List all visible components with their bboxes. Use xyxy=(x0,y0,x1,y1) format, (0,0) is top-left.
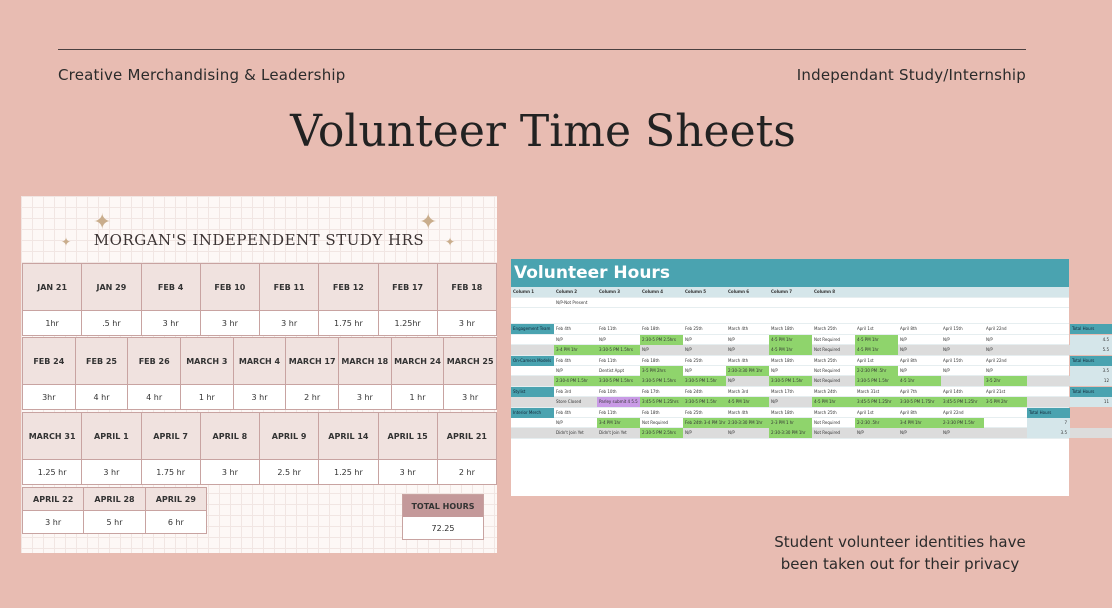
table-row xyxy=(511,408,1069,418)
table-cell xyxy=(597,298,640,308)
column-header xyxy=(941,287,984,297)
date-cell: MARCH 18 xyxy=(339,338,391,384)
hours-cell: 6 hr xyxy=(146,511,206,533)
table-cell xyxy=(941,308,984,323)
table-cell: 2:30-4 PM 1.5hr xyxy=(554,376,597,386)
table-cell: Feb 24th xyxy=(685,388,703,394)
table-cell: 4-5 PM 1hr xyxy=(855,335,898,345)
table-cell xyxy=(1027,397,1070,407)
header-rule xyxy=(58,49,1026,50)
table-cell: 2-2:30 .5hr xyxy=(855,418,898,428)
table-cell xyxy=(812,308,855,323)
table-cell: April 22nd xyxy=(943,409,964,415)
table-cell: Feb 25th xyxy=(685,409,703,415)
hours-cell: 2 hr xyxy=(438,460,496,484)
date-cell: FEB 18 xyxy=(438,264,496,310)
table-cell: 3.5 xyxy=(1027,428,1070,438)
total-hours-box xyxy=(402,494,484,540)
hours-cell: .5 hr xyxy=(82,311,140,335)
table-cell: Interior Merch xyxy=(511,408,554,418)
column-header: Column 6 xyxy=(728,289,750,294)
table-cell: March 4th xyxy=(728,357,749,363)
table-cell xyxy=(855,298,898,308)
privacy-note-line: been taken out for their privacy xyxy=(780,555,1020,573)
table-cell: 3.5 xyxy=(1070,366,1112,376)
table-cell xyxy=(984,308,1027,323)
table-row xyxy=(511,335,1109,345)
table-cell: 3:30-5 PM 1.5hr xyxy=(769,376,812,386)
course-type: Independant Study/Internship xyxy=(796,66,1026,84)
table-cell: Not Required xyxy=(814,336,841,342)
table-cell: 3-4 PM 1hr xyxy=(597,418,640,428)
table-cell: 4-5 PM 1hr xyxy=(769,345,812,355)
table-cell: Parley submit 4 5.5 xyxy=(597,397,640,407)
table-cell xyxy=(1027,308,1070,323)
table-cell xyxy=(726,308,769,323)
table-cell: April 8th xyxy=(900,326,918,332)
hours-cell: 3 hr xyxy=(201,460,259,484)
date-cell: FEB 4 xyxy=(142,264,200,310)
table-cell: N/P xyxy=(599,336,606,342)
column-header xyxy=(984,287,1027,297)
table-cell: 3-5 PM 2hrs xyxy=(640,366,683,376)
table-cell: 3:30-5 PM 1.5hr xyxy=(683,397,726,407)
table-cell: April 22nd xyxy=(986,326,1007,332)
table-cell: N/P xyxy=(900,367,907,373)
hours-cell: 1.25hr xyxy=(379,311,437,335)
table-cell: March 25th xyxy=(814,357,837,363)
table-cell: 3:45-5 PM 1.25hrs xyxy=(640,397,683,407)
table-cell: March 18th xyxy=(771,326,794,332)
sparkle-icon: ✦ xyxy=(93,210,112,235)
table-cell: N/P xyxy=(898,345,941,355)
table-cell: 2-3:30 PM 1.5hr xyxy=(941,418,984,428)
table-cell: Feb 11th xyxy=(599,409,617,415)
table-cell: Feb 11th xyxy=(599,326,617,332)
table-cell xyxy=(683,298,726,308)
morgan-sheet-title: MORGAN'S INDEPENDENT STUDY HRS xyxy=(93,231,425,249)
table-cell: 7 xyxy=(1027,418,1070,428)
table-cell: N/P xyxy=(771,367,778,373)
hours-cell: 1.75 hr xyxy=(319,311,377,335)
table-cell xyxy=(984,408,1027,418)
schedule-row xyxy=(22,337,497,410)
table-cell: 3-5 PM 2hr xyxy=(984,397,1027,407)
table-cell xyxy=(726,298,769,308)
table-cell: Engagement Team xyxy=(511,324,554,334)
table-cell: Not Required xyxy=(812,345,855,355)
date-cell: FEB 25 xyxy=(76,338,128,384)
table-cell: Not Required xyxy=(814,419,841,425)
table-cell: 4-5 PM 1hr xyxy=(769,335,812,345)
table-cell: 2:30-3:30 PM 1hr xyxy=(726,418,769,428)
table-cell xyxy=(640,298,683,308)
table-cell xyxy=(1027,324,1070,334)
table-cell: 2:30-3:30 PM 1hr xyxy=(726,366,769,376)
table-cell: Feb 3rd xyxy=(556,388,572,394)
table-cell: Stylist xyxy=(511,387,554,397)
table-cell: N/P xyxy=(556,336,563,342)
table-cell: N/P xyxy=(726,345,769,355)
table-cell xyxy=(511,308,554,323)
table-cell: Didn't Join Yet xyxy=(597,428,640,438)
column-header: Column 8 xyxy=(814,289,836,294)
privacy-note xyxy=(755,531,1045,575)
date-cell: APRIL 7 xyxy=(142,413,200,459)
date-cell: APRIL 28 xyxy=(84,488,144,510)
date-cell: MARCH 4 xyxy=(234,338,286,384)
table-cell: March 25th xyxy=(814,409,837,415)
date-cell: APRIL 9 xyxy=(260,413,318,459)
table-cell xyxy=(1070,298,1112,308)
table-cell xyxy=(511,335,554,345)
date-cell: FEB 10 xyxy=(201,264,259,310)
table-cell: Not Required xyxy=(814,367,841,373)
table-cell: Feb 18th xyxy=(642,326,660,332)
table-cell: N/P xyxy=(728,336,735,342)
table-cell: N/P xyxy=(986,336,993,342)
table-cell: April 22nd xyxy=(986,357,1007,363)
table-cell: N/P xyxy=(683,428,726,438)
schedule-row xyxy=(22,263,497,336)
sparkle-icon: ✦ xyxy=(419,210,438,235)
table-cell: N/P xyxy=(941,345,984,355)
column-header: Column 5 xyxy=(685,289,707,294)
column-header: Column 2 xyxy=(556,289,578,294)
sparkle-icon: ✦ xyxy=(61,235,72,249)
table-cell xyxy=(984,418,1027,428)
privacy-note-line: Student volunteer identities have xyxy=(774,533,1026,551)
table-cell xyxy=(597,308,640,323)
table-cell: Feb 10th xyxy=(599,388,617,394)
hours-cell: 3 hr xyxy=(82,460,140,484)
table-cell: Total Hours xyxy=(1070,356,1112,366)
table-cell: Feb 25th xyxy=(685,357,703,363)
table-cell: Feb 4th xyxy=(556,409,572,415)
table-cell: 2-3 PM 1 hr xyxy=(769,418,812,428)
hours-cell: 1.75 hr xyxy=(142,460,200,484)
table-cell: March 4th xyxy=(728,409,749,415)
column-header xyxy=(1070,287,1112,297)
table-cell xyxy=(683,308,726,323)
table-row xyxy=(511,324,1095,334)
table-cell: April 1st xyxy=(857,357,874,363)
table-cell: N/P xyxy=(683,345,726,355)
table-row xyxy=(511,387,1095,397)
table-cell: Total Hours xyxy=(1070,324,1112,334)
hours-cell: 4 hr xyxy=(128,385,180,409)
table-cell: 3-4 PM 1hr xyxy=(554,345,597,355)
table-cell: 4-5 PM 1hr xyxy=(726,397,769,407)
hours-cell: 3 hr xyxy=(23,511,83,533)
table-cell: March 3rd xyxy=(728,388,749,394)
table-cell: Feb 24th 3-4 PM 1hr xyxy=(683,418,726,428)
column-header xyxy=(1027,287,1070,297)
sparkle-icon: ✦ xyxy=(445,235,456,249)
table-cell: March 18th xyxy=(771,409,794,415)
table-cell: N/P xyxy=(941,428,984,438)
table-cell xyxy=(1027,356,1070,366)
slide-title: Volunteer Time Sheets xyxy=(290,106,796,157)
table-cell: April 21st xyxy=(986,388,1006,394)
table-cell xyxy=(941,298,984,308)
table-cell: Not Required xyxy=(642,419,669,425)
table-cell: 4-5 1hr xyxy=(898,376,941,386)
table-cell: Feb 18th xyxy=(642,409,660,415)
table-cell: 3:45-5 PM 1.25hr xyxy=(941,397,984,407)
table-cell: Feb 4th xyxy=(556,326,572,332)
table-cell xyxy=(640,308,683,323)
table-cell xyxy=(511,428,554,438)
table-cell xyxy=(511,345,554,355)
table-cell: N/P xyxy=(556,419,563,425)
table-cell xyxy=(769,308,812,323)
hours-cell: 2.5 hr xyxy=(260,460,318,484)
table-cell: On-Camera Models xyxy=(511,356,554,366)
table-cell: Feb 18th xyxy=(642,357,660,363)
table-cell xyxy=(812,298,855,308)
date-cell: JAN 29 xyxy=(82,264,140,310)
table-cell: April 1st xyxy=(857,326,874,332)
date-cell: MARCH 25 xyxy=(444,338,496,384)
date-cell: APRIL 1 xyxy=(82,413,140,459)
table-cell xyxy=(1027,298,1070,308)
hours-cell: 1.25 hr xyxy=(23,460,81,484)
table-cell: April 15th xyxy=(943,357,963,363)
table-cell: March 4th xyxy=(728,326,749,332)
table-cell: N/P xyxy=(984,345,1027,355)
table-cell: N/P xyxy=(726,428,769,438)
hours-cell: 3 hr xyxy=(142,311,200,335)
table-cell: N/P xyxy=(943,367,950,373)
table-cell: Feb 25th xyxy=(685,326,703,332)
table-cell: N/P xyxy=(986,367,993,373)
hours-cell: 1hr xyxy=(23,311,81,335)
hours-cell: 3 hr xyxy=(260,311,318,335)
table-cell: Not Required xyxy=(812,428,855,438)
table-cell: 2-2:30 PM .5hr xyxy=(855,366,898,376)
table-cell: Total Hours xyxy=(1070,387,1112,397)
table-cell xyxy=(511,366,554,376)
hours-cell: 2 hr xyxy=(286,385,338,409)
table-cell: N/P xyxy=(685,367,692,373)
table-row xyxy=(511,345,1109,355)
table-cell: Total Hours xyxy=(1027,408,1070,418)
hours-cell: 1.25 hr xyxy=(319,460,377,484)
date-cell: APRIL 14 xyxy=(319,413,377,459)
table-cell: 2:30-3:30 PM 1hr xyxy=(769,428,812,438)
table-cell xyxy=(1027,387,1070,397)
table-cell: March 31st xyxy=(857,388,880,394)
table-cell: Didn't Join Yet xyxy=(554,428,597,438)
date-cell: FEB 11 xyxy=(260,264,318,310)
schedule-row xyxy=(22,487,207,534)
table-cell xyxy=(1027,366,1070,376)
table-cell: 3:45-5 PM 1.25hr xyxy=(855,397,898,407)
total-hours-value: 72.25 xyxy=(431,523,455,533)
hours-cell: 3 hr xyxy=(438,311,496,335)
table-cell: 11 xyxy=(1070,397,1112,407)
hours-cell: 1 hr xyxy=(181,385,233,409)
date-cell: FEB 12 xyxy=(319,264,377,310)
table-cell xyxy=(1070,428,1112,438)
table-row xyxy=(511,356,1095,366)
table-row xyxy=(511,428,1069,438)
table-cell: 3:30-5 PM 1.5hrs xyxy=(597,345,640,355)
table-cell: April 15th xyxy=(943,326,963,332)
date-cell: JAN 21 xyxy=(23,264,81,310)
table-cell: March 25th xyxy=(814,326,837,332)
hours-cell: 3 hr xyxy=(444,385,496,409)
table-cell: March 24th xyxy=(814,388,837,394)
table-cell: N/P xyxy=(640,345,683,355)
table-cell: 3:30-5 PM 1.5hr xyxy=(855,376,898,386)
table-cell: March 18th xyxy=(771,357,794,363)
table-cell: 4.5 xyxy=(1070,335,1112,345)
table-cell xyxy=(511,418,554,428)
table-cell xyxy=(1027,335,1070,345)
column-header xyxy=(898,287,941,297)
table-cell: N/P xyxy=(943,336,950,342)
table-cell: 5.5 xyxy=(1070,345,1112,355)
table-cell: 3:30-5 PM 1.5hrs xyxy=(597,376,640,386)
hours-cell: 4 hr xyxy=(76,385,128,409)
table-cell: April 7th xyxy=(900,388,918,394)
table-cell: 3:30-5 PM 1.75hr xyxy=(898,397,941,407)
volunteer-hours-sheet xyxy=(511,259,1109,496)
hours-cell: 3hr xyxy=(23,385,75,409)
table-cell: April 8th xyxy=(900,409,918,415)
table-cell: Not Required xyxy=(812,376,855,386)
table-cell: April 14th xyxy=(943,388,963,394)
total-hours-label: TOTAL HOURS xyxy=(403,495,483,517)
date-cell: MARCH 24 xyxy=(392,338,444,384)
date-cell: APRIL 21 xyxy=(438,413,496,459)
date-cell: APRIL 29 xyxy=(146,488,206,510)
table-cell xyxy=(1070,418,1112,428)
table-cell xyxy=(511,298,554,308)
table-cell: N/P xyxy=(685,336,692,342)
table-cell: 3:30-5 PM 1.5hrs xyxy=(640,376,683,386)
table-cell: April 1st xyxy=(857,409,874,415)
table-row xyxy=(511,298,1069,308)
table-cell: N/P xyxy=(556,367,563,373)
table-cell: N/P-Not Present xyxy=(556,300,588,305)
table-cell xyxy=(941,376,984,386)
table-cell xyxy=(1070,408,1112,418)
table-row xyxy=(511,418,1069,428)
volunteer-sheet-title: Volunteer Hours xyxy=(511,259,1069,287)
hours-cell: 5 hr xyxy=(84,511,144,533)
table-row xyxy=(511,366,1109,376)
table-cell: N/P xyxy=(900,336,907,342)
table-row xyxy=(511,308,1069,324)
table-cell xyxy=(769,298,812,308)
hours-cell: 3 hr xyxy=(339,385,391,409)
date-cell: MARCH 31 xyxy=(23,413,81,459)
table-cell: Feb 11th xyxy=(599,357,617,363)
table-cell: 2:30-5 PM 2.5hrs xyxy=(640,335,683,345)
column-header: Column 7 xyxy=(771,289,793,294)
hours-cell: 3 hr xyxy=(379,460,437,484)
table-cell xyxy=(898,308,941,323)
table-cell: N/P xyxy=(898,428,941,438)
table-cell xyxy=(898,298,941,308)
table-cell: Feb 4th xyxy=(556,357,572,363)
column-header xyxy=(855,287,898,297)
date-cell: FEB 24 xyxy=(23,338,75,384)
table-cell: April 8th xyxy=(900,357,918,363)
table-cell: Dentist Appt xyxy=(599,367,625,373)
table-cell: N/P xyxy=(726,376,769,386)
course-name: Creative Merchandising & Leadership xyxy=(58,66,346,84)
table-cell: Feb 17th xyxy=(642,388,660,394)
table-cell: 4-5 PM 1hr xyxy=(855,345,898,355)
table-cell: N/P xyxy=(769,397,812,407)
table-cell xyxy=(984,298,1027,308)
schedule-row xyxy=(22,412,497,485)
date-cell: MARCH 3 xyxy=(181,338,233,384)
table-row xyxy=(511,397,1109,407)
column-header-row xyxy=(511,287,1069,298)
table-cell xyxy=(855,308,898,323)
hours-cell: 3 hr xyxy=(234,385,286,409)
table-cell xyxy=(984,428,1027,438)
table-cell xyxy=(1027,345,1070,355)
table-cell xyxy=(511,397,554,407)
date-cell: APRIL 15 xyxy=(379,413,437,459)
date-cell: APRIL 8 xyxy=(201,413,259,459)
table-cell xyxy=(554,308,597,323)
hours-cell: 3 hr xyxy=(201,311,259,335)
table-cell xyxy=(1027,376,1070,386)
table-cell: 3-4 PM 1hr xyxy=(898,418,941,428)
table-cell: N/P xyxy=(855,428,898,438)
table-cell: March 17th xyxy=(771,388,794,394)
table-cell: 12 xyxy=(1070,376,1112,386)
table-cell xyxy=(511,376,554,386)
table-cell: 2:30-5 PM 2.5hrs xyxy=(640,428,683,438)
date-cell: FEB 26 xyxy=(128,338,180,384)
column-header: Column 1 xyxy=(513,289,535,294)
table-cell: 3-5 2hr xyxy=(984,376,1027,386)
table-cell: 3:30-5 PM 1.5hr xyxy=(683,376,726,386)
table-row xyxy=(511,376,1109,386)
table-cell: 4-5 PM 1hr xyxy=(812,397,855,407)
date-cell: APRIL 22 xyxy=(23,488,83,510)
column-header: Column 4 xyxy=(642,289,664,294)
date-cell: FEB 17 xyxy=(379,264,437,310)
hours-cell: 1 hr xyxy=(392,385,444,409)
table-cell xyxy=(1070,308,1112,323)
table-cell: Store Closed xyxy=(554,397,597,407)
column-header: Column 3 xyxy=(599,289,621,294)
date-cell: MARCH 17 xyxy=(286,338,338,384)
